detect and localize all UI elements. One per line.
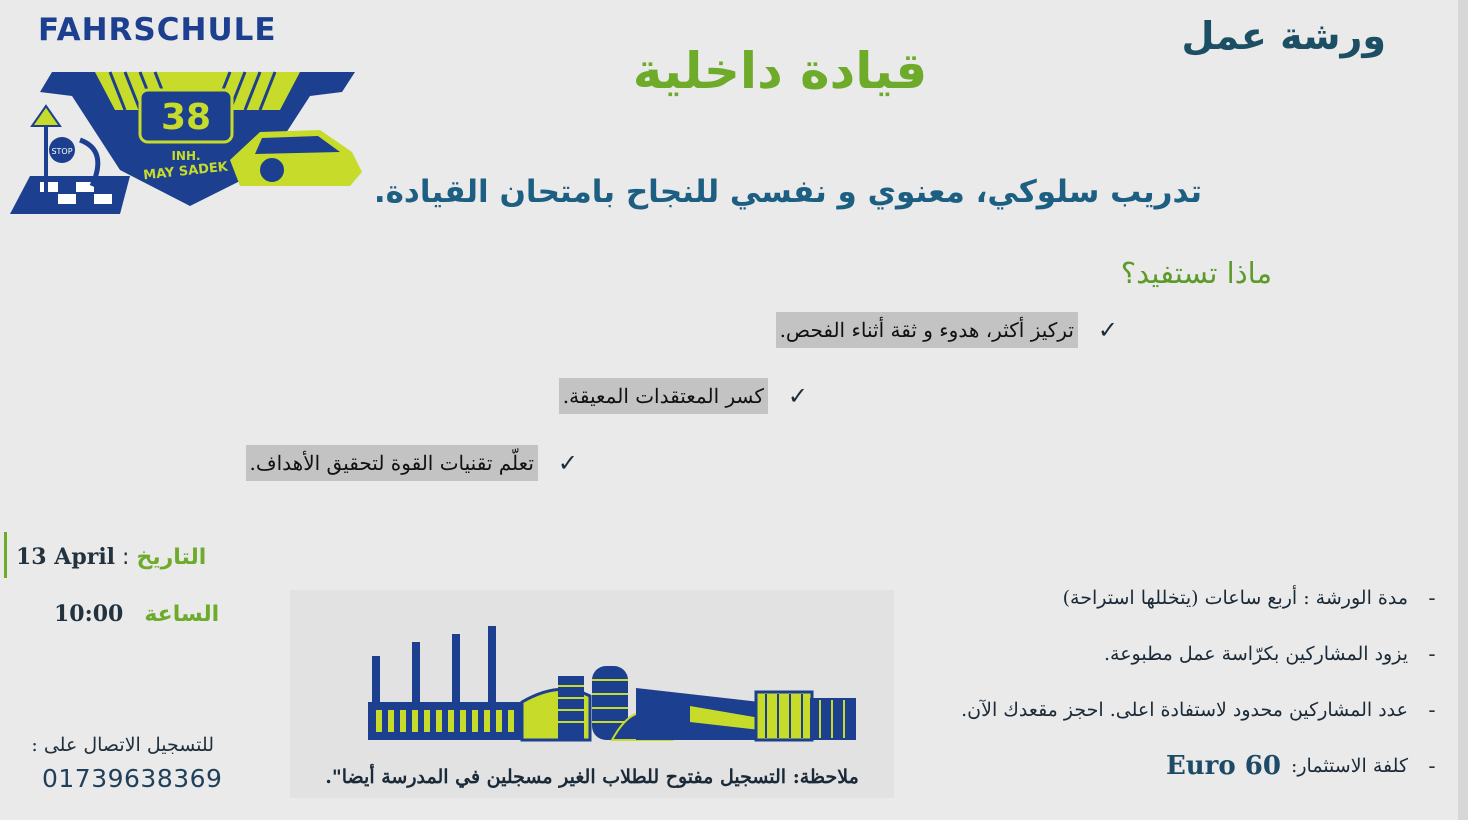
check-icon: ✓ bbox=[787, 382, 808, 410]
detail-item bbox=[882, 626, 1442, 682]
detail-text: مدة الورشة : أربع ساعات (يتخللها استراحة) bbox=[1062, 587, 1408, 609]
detail-item-cost bbox=[882, 738, 1442, 794]
registration-note: ملاحظة: التسجيل مفتوح للطلاب الغير مسجلين في المدرسة أيضا". bbox=[325, 766, 859, 788]
benefit-text: كسر المعتقدات المعيقة. bbox=[559, 378, 768, 414]
date-line bbox=[16, 544, 206, 570]
detail-item bbox=[882, 570, 1442, 626]
workshop-details bbox=[882, 570, 1442, 794]
dash-bullet: - bbox=[1428, 586, 1436, 610]
driving-school-logo bbox=[0, 0, 392, 240]
logo-stop-sign: STOP bbox=[51, 147, 73, 156]
cost-value: 60 Euro bbox=[1165, 751, 1281, 781]
dash-bullet: - bbox=[1428, 698, 1436, 722]
page-title: قيادة داخلية bbox=[632, 42, 928, 100]
logo-owner-prefix: INH. bbox=[171, 149, 201, 163]
detail-text: عدد المشاركين محدود لاستفادة اعلى. احجز مقعدك الآن. bbox=[961, 699, 1408, 721]
cost-label: كلفة الاستثمار: bbox=[1290, 755, 1408, 777]
logo-wordmark: FAHRSCHULE bbox=[38, 12, 277, 48]
date-value: 13 April bbox=[16, 544, 116, 570]
subtitle: تدريب سلوكي، معنوي و نفسي للنجاح بامتحان القيادة. bbox=[373, 174, 1202, 210]
logo-emblem bbox=[0, 0, 392, 240]
benefit-item bbox=[246, 445, 578, 481]
dash-bullet: - bbox=[1428, 754, 1436, 778]
detail-item bbox=[882, 682, 1442, 738]
check-icon: ✓ bbox=[1097, 316, 1118, 344]
date-label: التاريخ bbox=[136, 545, 207, 570]
contact-phone: 01739638369 bbox=[42, 764, 223, 793]
logo-number: 38 bbox=[160, 97, 212, 138]
logo-owner-name: MAY SADEK bbox=[142, 159, 229, 184]
benefit-item bbox=[776, 312, 1118, 348]
dash-bullet: - bbox=[1428, 642, 1436, 666]
benefit-text: تعلّم تقنيات القوة لتحقيق الأهداف. bbox=[246, 445, 538, 481]
workshop-heading: ورشة عمل bbox=[1181, 14, 1386, 58]
page-edge bbox=[1458, 0, 1468, 820]
benefit-text: تركيز أكثر، هدوء و ثقة أثناء الفحص. bbox=[776, 312, 1078, 348]
check-icon: ✓ bbox=[557, 449, 578, 477]
benefits-question: ماذا تستفيد؟ bbox=[1120, 256, 1272, 290]
time-value: 10:00 bbox=[54, 601, 124, 627]
detail-text: يزود المشاركين بكرّاسة عمل مطبوعة. bbox=[1103, 643, 1408, 665]
benefit-item bbox=[559, 378, 808, 414]
time-label: الساعة bbox=[144, 602, 220, 627]
date-separator: : bbox=[122, 545, 130, 570]
date-accent-bar bbox=[4, 532, 7, 578]
contact-label: للتسجيل الاتصال على : bbox=[31, 734, 214, 756]
time-line bbox=[54, 601, 219, 627]
